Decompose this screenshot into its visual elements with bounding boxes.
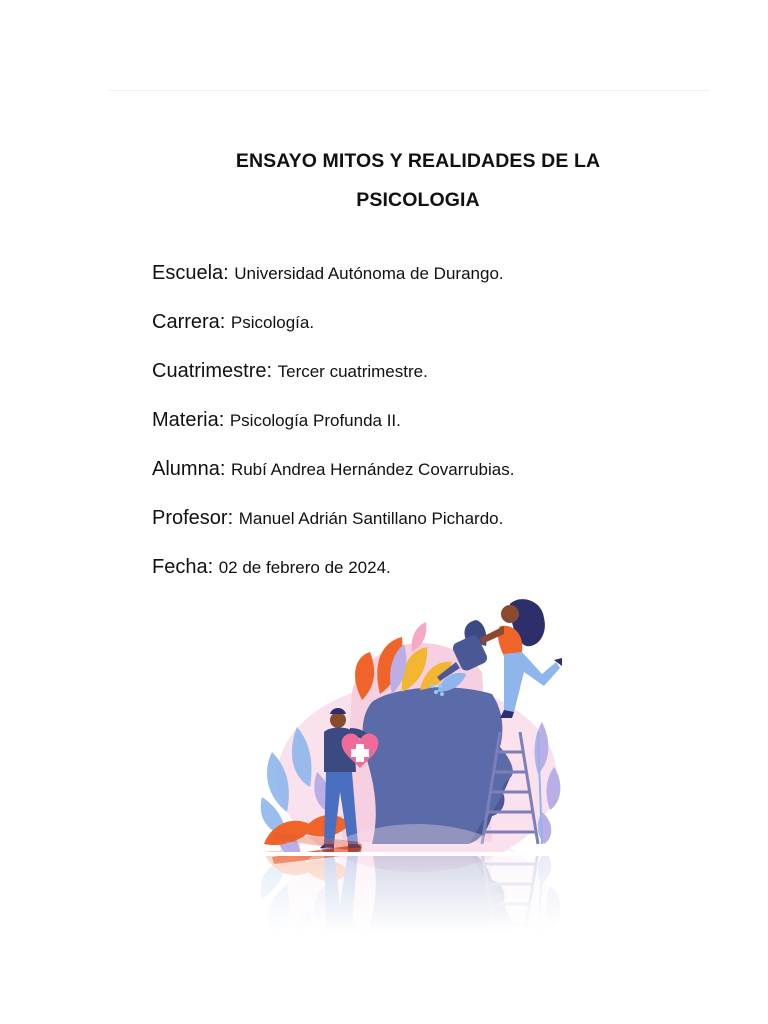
field-alumna: Alumna: Rubí Andrea Hernández Covarrubias.	[152, 458, 515, 480]
field-value: Psicología Profunda II.	[229, 411, 401, 430]
field-carrera: Carrera: Psicología.	[152, 311, 315, 333]
field-fecha: Fecha: 02 de febrero de 2024.	[152, 556, 391, 578]
field-label: Escuela	[152, 262, 224, 284]
psychology-illustration	[232, 582, 577, 932]
field-value: Manuel Adrián Santillano Pichardo.	[238, 509, 504, 528]
field-value: Universidad Autónoma de Durango.	[234, 264, 504, 283]
field-label: Fecha	[152, 556, 208, 578]
field-label: Materia	[152, 409, 219, 431]
top-divider	[108, 90, 710, 91]
field-cuatrimestre: Cuatrimestre: Tercer cuatrimestre.	[152, 360, 428, 382]
title-line-2: PSICOLOGIA	[356, 189, 480, 211]
field-label: Cuatrimestre	[152, 360, 267, 382]
document-title	[0, 142, 768, 220]
field-materia: Materia: Psicología Profunda II.	[152, 409, 401, 431]
field-value: 02 de febrero de 2024.	[218, 558, 391, 577]
field-label: Alumna	[152, 458, 220, 480]
field-label: Profesor	[152, 507, 228, 529]
field-value: Psicología.	[230, 313, 315, 332]
field-label: Carrera	[152, 311, 220, 333]
field-profesor: Profesor: Manuel Adrián Santillano Pichardo.	[152, 507, 504, 529]
field-escuela: Escuela: Universidad Autónoma de Durango.	[152, 262, 504, 284]
info-fields	[152, 262, 514, 605]
field-value: Rubí Andrea Hernández Covarrubias.	[230, 460, 515, 479]
title-line-1: ENSAYO MITOS Y REALIDADES DE LA	[235, 150, 601, 172]
psychology-illustration-icon	[232, 582, 577, 932]
field-value: Tercer cuatrimestre.	[277, 362, 428, 381]
